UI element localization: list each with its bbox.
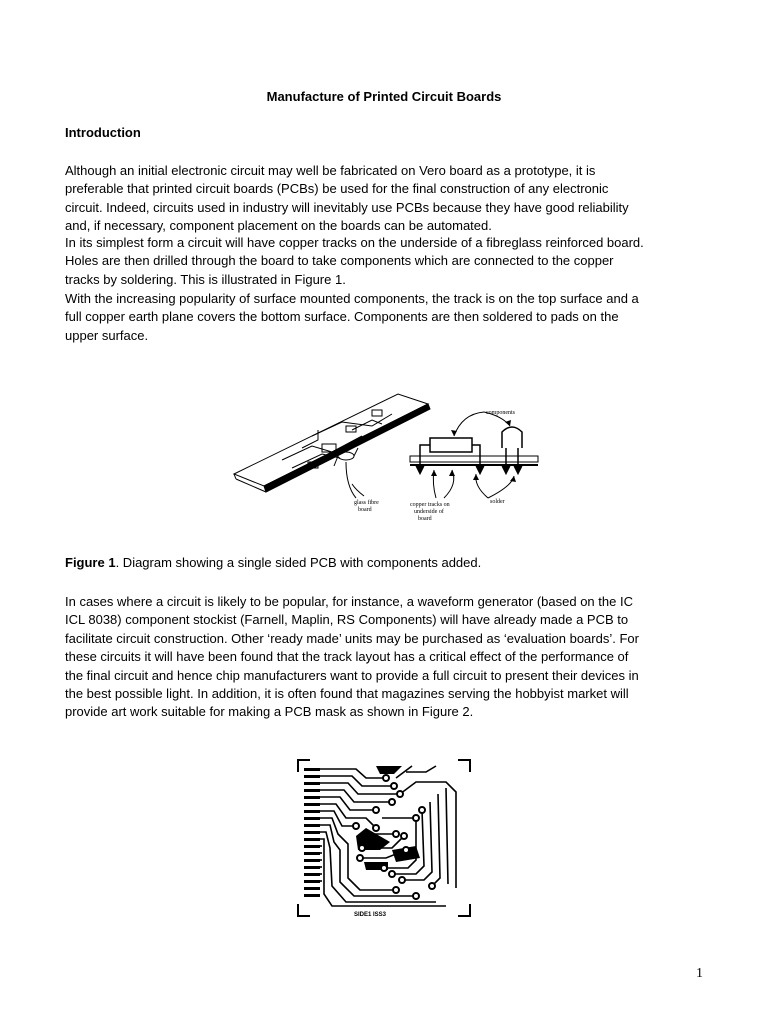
paragraph-intro (65, 162, 705, 236)
paragraph-line: preferable that printed circuit boards (PCBs) be used for the final construction of any electronic (65, 181, 609, 197)
paragraph-line: full copper earth plane covers the bottom surface. Components are then soldered to pads on the (65, 309, 619, 325)
paragraph-line: the final circuit and hence chip manufacturers want to provide a full circuit to present their devices in (65, 667, 639, 683)
page-number: 1 (696, 966, 703, 981)
label-components: components (486, 410, 515, 416)
artwork-label: SIDE1 ISS3 (354, 912, 387, 918)
paragraph-line: upper surface. (65, 327, 149, 343)
paragraph-line: In cases where a circuit is likely to be popular, for instance, a waveform generator (based on the IC (65, 594, 633, 609)
section-heading: Introduction (65, 125, 141, 140)
paragraph-line: With the increasing popularity of surface mounted components, the track is on the top surface and a (65, 291, 639, 306)
label-copper-board: board (418, 516, 432, 522)
paragraph-ready-made (65, 593, 705, 722)
document-title: Manufacture of Printed Circuit Boards (266, 89, 502, 104)
paragraph-line: these circuits it will have been found that the track layout has a critical effect of the performance of (65, 649, 629, 665)
paragraph-line: Holes are then drilled through the board to take components which are connected to the copper (65, 253, 614, 269)
figure1-caption-label: Figure 1 (65, 555, 116, 570)
resistor-component (430, 438, 472, 452)
figure1-caption (65, 555, 481, 570)
figure1-pcb-diagram (222, 386, 544, 530)
paragraph-line: Although an initial electronic circuit may well be fabricated on Vero board as a prototype, it is (65, 163, 596, 178)
paragraph-line: In its simplest form a circuit will have copper tracks on the underside of a fibreglass reinforced board. (65, 235, 644, 250)
board-cross-section (410, 456, 538, 462)
label-solder: solder (490, 499, 505, 505)
paragraph-simplest-form (65, 234, 705, 289)
paragraph-line: and, if necessary, component placement on the boards can be automated. (65, 218, 492, 234)
edge-connector (304, 768, 320, 897)
capacitor-component (502, 427, 522, 448)
label-glass-fibre: glass fibre (354, 500, 379, 506)
figure2-pcb-artwork (296, 758, 472, 918)
figure1-caption-text: . Diagram showing a single sided PCB with components added. (115, 555, 482, 570)
label-copper-underside: underside of (414, 509, 444, 515)
paragraph-line: the best possible light. In addition, it is often found that magazines serving the hobbyist market will (65, 686, 629, 702)
paragraph-line: circuit. Indeed, circuits used in industry will inevitably use PCBs because they have good reliability (65, 199, 629, 215)
paragraph-line: provide art work suitable for making a PCB mask as shown in Figure 2. (65, 704, 474, 720)
label-copper-tracks: copper tracks on (410, 502, 450, 508)
paragraph-line: ICL 8038) component stockist (Farnell, Maplin, RS Components) will have already made a PCB to (65, 612, 629, 628)
paragraph-surface-mount (65, 290, 705, 345)
paragraph-line: tracks by soldering. This is illustrated in Figure 1. (65, 271, 346, 287)
pcb-board-outline (234, 394, 428, 486)
paragraph-line: facilitate circuit construction. Other ‘ready made’ units may be purchased as ‘evaluation boards’. For (65, 630, 639, 646)
label-glass-fibre-board: board (358, 507, 372, 513)
